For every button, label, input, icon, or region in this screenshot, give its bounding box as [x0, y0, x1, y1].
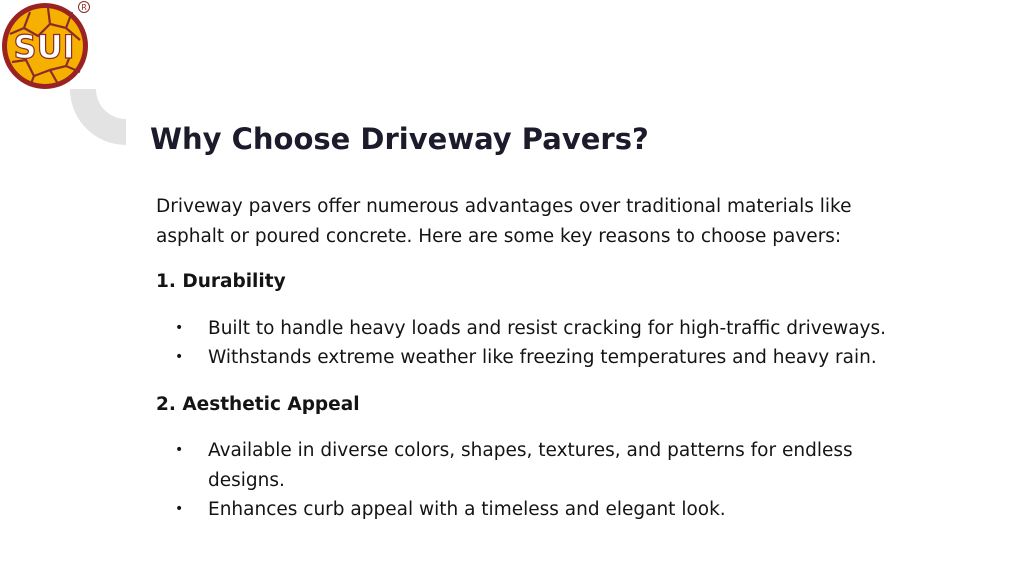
- bullet-icon: •: [175, 501, 184, 517]
- decorative-arc: [70, 89, 126, 145]
- list-item: [156, 436, 898, 495]
- bullet-text: Withstands extreme weather like freezing temperatures and heavy rain.: [208, 347, 877, 368]
- bullet-icon: •: [175, 349, 184, 365]
- bullet-text: Enhances curb appeal with a timeless and elegant look.: [208, 499, 726, 520]
- registered-mark: R: [81, 3, 87, 12]
- list-item: [156, 343, 898, 373]
- section-heading-aesthetic-appeal: 2. Aesthetic Appeal: [156, 393, 360, 415]
- durability-bullet-list: [156, 314, 916, 373]
- list-item: [156, 495, 898, 525]
- content-body: [156, 192, 916, 525]
- bullet-text: Available in diverse colors, shapes, textures, and patterns for endless designs.: [208, 440, 853, 491]
- section-heading-durability: 1. Durability: [156, 271, 286, 292]
- logo-text: SUI: [13, 28, 75, 66]
- sui-logo: [0, 0, 92, 92]
- aesthetic-bullet-list: [156, 436, 916, 525]
- bullet-icon: •: [175, 319, 184, 336]
- bullet-text: Built to handle heavy loads and resist cracking for high-traffic driveways.: [208, 317, 887, 339]
- list-item: [156, 314, 898, 344]
- intro-paragraph: Driveway pavers offer numerous advantages over traditional materials like asphalt or poured concrete. Here are some key reasons to choose pavers:: [156, 196, 852, 247]
- bullet-icon: •: [175, 442, 184, 458]
- page-title: Why Choose Driveway Pavers?: [150, 122, 649, 156]
